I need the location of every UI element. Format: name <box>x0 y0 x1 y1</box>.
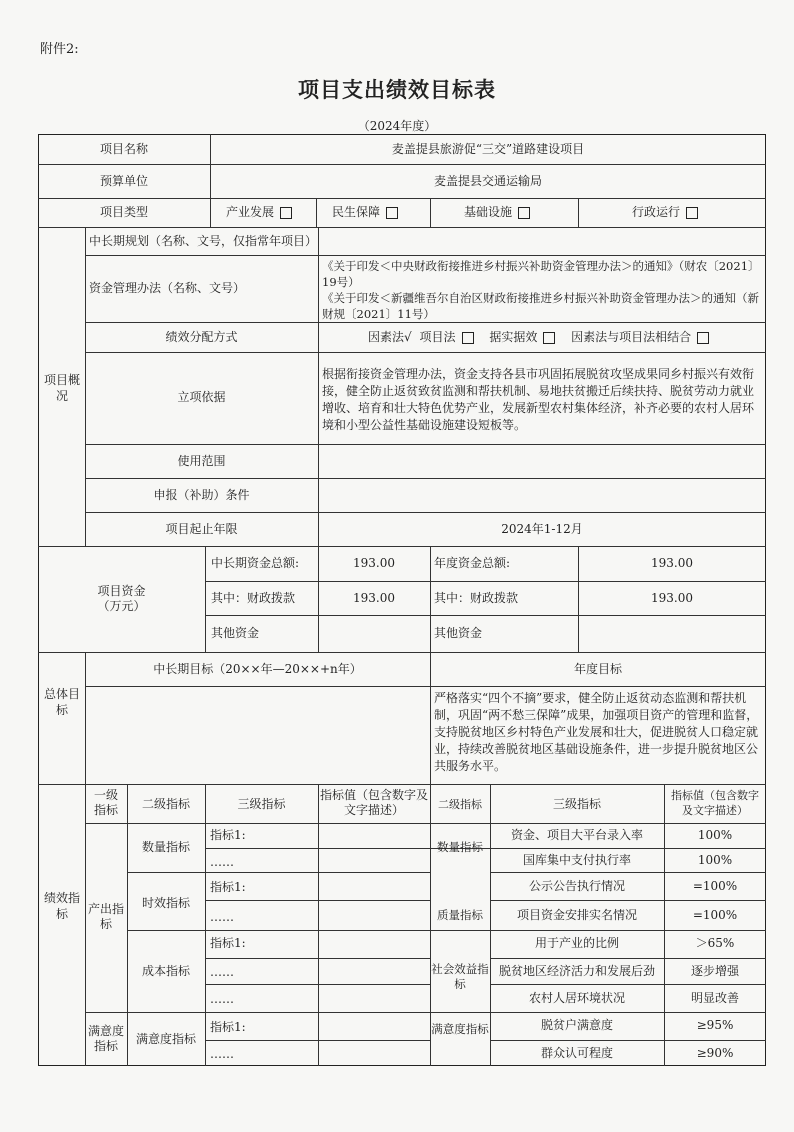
mid-fiscal-label: 其中：财政拨款 <box>211 591 296 605</box>
r-l3-4: 用于产业的比例 <box>534 936 619 950</box>
type-industry-checkbox[interactable] <box>280 207 292 219</box>
alloc-combined: 因素法与项目法相结合 <box>571 330 692 344</box>
alloc-project-checkbox[interactable] <box>462 332 474 344</box>
placeholder-s1: 指标1: <box>210 1020 246 1034</box>
alloc-actual: 据实据效 <box>489 330 538 344</box>
r-l3-2: 公示公告执行情况 <box>528 879 625 893</box>
mid-fiscal-value: 193.00 <box>353 591 395 605</box>
r-l3-5: 脱贫地区经济活力和发展后劲 <box>498 964 655 978</box>
mid-plan-label: 中长期规划（名称、文号，仅指常年项目） <box>89 234 318 248</box>
quantity-label: 数量指标 <box>141 840 190 854</box>
r-quality-label: 质量指标 <box>437 908 483 922</box>
year-other-label: 其他资金 <box>434 626 483 640</box>
alloc-actual-checkbox[interactable] <box>543 332 555 344</box>
mid-other-label: 其他资金 <box>211 626 260 640</box>
r-v-8: ≥90% <box>696 1046 734 1060</box>
condition-label: 申报（补助）条件 <box>153 488 250 502</box>
fund-mgmt-label: 资金管理办法（名称、文号） <box>89 281 246 295</box>
scope-label: 使用范围 <box>177 454 226 468</box>
type-livelihood: 民生保障 <box>332 205 398 220</box>
project-type-label: 项目类型 <box>99 205 148 219</box>
year-fiscal-label: 其中：财政拨款 <box>434 591 519 605</box>
year-fiscal-value: 193.00 <box>651 591 693 605</box>
allocation-label: 绩效分配方式 <box>165 330 238 344</box>
basis-label: 立项依据 <box>177 390 226 404</box>
alloc-combined-checkbox[interactable] <box>697 332 709 344</box>
page-title: 项目支出绩效目标表 <box>298 77 496 102</box>
year-goal-label: 年度目标 <box>573 662 622 676</box>
type-admin: 行政运行 <box>632 205 698 220</box>
r-quantity-label: 数量指标 <box>437 840 483 854</box>
period-label: 项目起止年限 <box>165 522 238 536</box>
mid-total-label: 中长期资金总额: <box>211 556 300 570</box>
placeholder-c3: …… <box>210 992 234 1006</box>
basis-text: 根据衔接资金管理办法，资金支持各县市巩固拓展脱贫攻坚成果同乡村振兴有效衔接，健全防止返贫致贫监测和帮扶机制、易地扶贫搬迁后续扶持、脱贫劳动力就业增收、培育和壮大特色优势产业，发展新型农村集体经济，补齐必要的农村人居环境和小型公益性基础设施建设短板等。 <box>322 367 755 432</box>
hdr-valueb: 指标值（包含数字及文字描述） <box>671 789 759 817</box>
r-v-7: ≥95% <box>696 1018 734 1032</box>
r-v-6: 明显改善 <box>690 991 739 1005</box>
project-name-value: 麦盖提县旅游促“三交”道路建设项目 <box>391 142 585 156</box>
year-label: （2024年度） <box>357 119 437 133</box>
placeholder-c2: …… <box>210 965 234 979</box>
placeholder-t2: …… <box>210 910 234 924</box>
year-total-label: 年度资金总额: <box>434 556 511 570</box>
hdr-value: 指标值（包含数字及文字描述） <box>320 788 429 817</box>
r-v-3: =100% <box>692 908 738 922</box>
indicators-section-label: 绩效指标 <box>44 891 81 921</box>
hdr-level3: 三级指标 <box>237 797 286 811</box>
r-v-1: 100% <box>697 853 733 867</box>
r-l3-7: 脱贫户满意度 <box>540 1018 613 1032</box>
type-industry: 产业发展 <box>226 205 292 220</box>
r-v-2: =100% <box>692 879 738 893</box>
r-social-label: 社会效益指标 <box>431 962 489 991</box>
r-v-4: ＞65% <box>695 936 735 950</box>
period-value: 2024年1-12月 <box>501 522 583 536</box>
type-infrastructure: 基础设施 <box>464 205 530 220</box>
r-l3-1: 国库集中支付执行率 <box>522 853 631 867</box>
allocation-options <box>368 330 709 345</box>
hdr-level1: 一级 指标 <box>93 788 118 817</box>
year-goal-text: 严格落实“四个不摘”要求，健全防止返贫动态监测和帮扶机制，巩固“两不愁三保障”成果，加强项目资产的管理和监督，支持脱贫地区乡村特色产业发展和壮大，促进脱贫人口稳定就业，持续改善脱贫地区基础设施条件，进一步提升脱贫地区公共服务水平。 <box>434 691 759 773</box>
type-infrastructure-checkbox[interactable] <box>518 207 530 219</box>
r-l3-8: 群众认可程度 <box>540 1046 613 1060</box>
attachment-label: 附件2: <box>40 42 79 57</box>
year-total-value: 193.00 <box>651 556 693 570</box>
fund-mgmt-text: 《关于印发＜中央财政衔接推进乡村振兴补助资金管理办法＞的通知》（财农〔2021〕19号） 《关于印发＜新疆维吾尔自治区财政衔接推进乡村振兴补助资金管理办法＞的通知（新财规〔2021〕11号） <box>322 259 760 321</box>
time-label: 时效指标 <box>141 896 190 910</box>
type-livelihood-checkbox[interactable] <box>386 207 398 219</box>
r-l3-0: 资金、项目大平台录入率 <box>510 828 643 842</box>
budget-unit-label: 预算单位 <box>99 174 148 188</box>
budget-unit-value: 麦盖提县交通运输局 <box>433 174 542 188</box>
satisfaction-l2: 满意度指标 <box>135 1032 196 1046</box>
goals-section-label: 总体目标 <box>44 687 81 717</box>
r-l3-6: 农村人居环境状况 <box>528 991 625 1005</box>
alloc-project: 项目法 <box>419 330 456 344</box>
r-v-5: 逐步增强 <box>690 964 739 978</box>
r-l3-3: 项目资金安排实名情况 <box>516 908 637 922</box>
hdr-level2b: 二级指标 <box>438 798 482 811</box>
mid-total-value: 193.00 <box>353 556 395 570</box>
project-name-label: 项目名称 <box>99 142 148 156</box>
hdr-level3b: 三级指标 <box>552 797 601 811</box>
output-label: 产出指标 <box>87 902 124 931</box>
alloc-factor: 因素法√ <box>368 330 412 344</box>
overview-section-label: 项目概况 <box>43 373 80 403</box>
type-admin-checkbox[interactable] <box>686 207 698 219</box>
r-satisfaction-label: 满意度指标 <box>431 1022 489 1036</box>
placeholder-t1: 指标1: <box>210 880 246 894</box>
funds-section-label: 项目资金 （万元） <box>97 584 146 613</box>
satisfaction-l1: 满意度 指标 <box>87 1024 124 1053</box>
r-v-0: 100% <box>697 828 733 842</box>
cost-label: 成本指标 <box>141 964 190 978</box>
hdr-level2: 二级指标 <box>141 797 190 811</box>
mid-goal-label: 中长期目标（20××年—20××+n年） <box>153 662 362 676</box>
placeholder-q2: …… <box>210 855 234 869</box>
placeholder-s2: …… <box>210 1047 234 1061</box>
placeholder-c1: 指标1: <box>210 936 246 950</box>
placeholder-q1: 指标1: <box>210 828 246 842</box>
